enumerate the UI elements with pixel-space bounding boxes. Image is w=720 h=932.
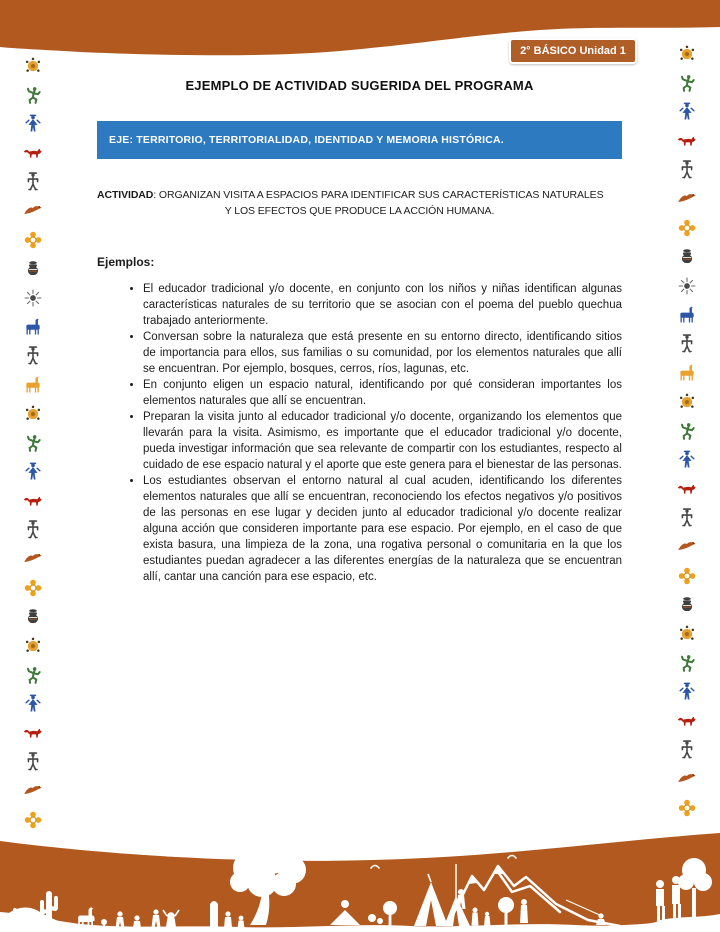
flower-icon xyxy=(677,218,697,238)
green-figure-icon xyxy=(23,85,43,105)
example-bullet: • Preparan la visita junto al educador tradicional y/o docente, organizando los elementos que llevarán para la visita. Asimismo, es importante que el educador tradicional y/o docente, pueda investigar información que sea relevante de compartir con los estudiantes, respecto al cuidado de ese espacio natural y el aporte que este genera para el bienestar de las personas. xyxy=(143,409,622,473)
condor-icon xyxy=(677,537,697,557)
person-icon xyxy=(23,346,43,366)
footer-illustration xyxy=(0,830,720,932)
activity-label: ACTIVIDAD xyxy=(97,189,154,201)
condor-icon xyxy=(23,549,43,569)
pot-icon xyxy=(23,607,43,627)
person-icon xyxy=(23,752,43,772)
pot-icon xyxy=(677,595,697,615)
turtle-icon xyxy=(23,636,43,656)
turtle-icon xyxy=(677,392,697,412)
fox-icon xyxy=(677,131,697,151)
person-icon xyxy=(677,740,697,760)
turtle-icon xyxy=(23,56,43,76)
green-figure-icon xyxy=(23,433,43,453)
pot-icon xyxy=(23,259,43,279)
flower-icon xyxy=(23,578,43,598)
fox-icon xyxy=(23,143,43,163)
examples-list xyxy=(97,281,622,585)
right-icon-column xyxy=(674,44,700,818)
green-figure-icon xyxy=(677,421,697,441)
flower-icon xyxy=(23,230,43,250)
pot-icon xyxy=(677,247,697,267)
unit-badge: 2° BÁSICO Unidad 1 xyxy=(509,38,637,64)
condor-icon xyxy=(677,769,697,789)
fox-icon xyxy=(23,723,43,743)
turtle-icon xyxy=(23,404,43,424)
fox-icon xyxy=(677,711,697,731)
condor-icon xyxy=(23,201,43,221)
example-bullet: • En conjunto eligen un espacio natural, identificando por qué consideran importantes los elementos naturales que allí se encuentran. xyxy=(143,377,622,409)
flower-icon xyxy=(677,798,697,818)
activity-statement xyxy=(97,187,622,219)
activity-line1: : ORGANIZAN VISITA A ESPACIOS PARA IDENTIFICAR SUS CARACTERÍSTICAS NATURALES xyxy=(153,189,604,201)
llama-orange-icon xyxy=(677,363,697,383)
eje-banner xyxy=(97,121,622,159)
examples-label: Ejemplos: xyxy=(97,255,155,269)
flower-icon xyxy=(23,810,43,830)
activity-line2: Y LOS EFECTOS QUE PRODUCE LA ACCIÓN HUMANA. xyxy=(224,205,495,217)
turtle-icon xyxy=(677,44,697,64)
condor-icon xyxy=(23,781,43,801)
eje-banner-label: EJE: TERRITORIO, TERRITORIALIDAD, IDENTIDAD Y MEMORIA HISTÓRICA. xyxy=(109,134,504,146)
fox-icon xyxy=(23,491,43,511)
green-figure-icon xyxy=(677,73,697,93)
flower-icon xyxy=(677,566,697,586)
llama-blue-icon xyxy=(23,317,43,337)
person-icon xyxy=(677,508,697,528)
blue-figure-icon xyxy=(23,694,43,714)
example-bullet: • El educador tradicional y/o docente, en conjunto con los niños y niñas identifican algunas características naturales de su territorio que se asocian con el poema del pueblo quechua trabajado anteriormente. xyxy=(143,281,622,329)
llama-blue-icon xyxy=(677,305,697,325)
blue-figure-icon xyxy=(677,682,697,702)
blue-figure-icon xyxy=(23,114,43,134)
blue-figure-icon xyxy=(23,462,43,482)
condor-icon xyxy=(677,189,697,209)
example-bullet: • Los estudiantes observan el entorno natural al cual acuden, identificando los diferentes elementos naturales que allí se encuentran, reconociendo los efectos negativos y/o positivos de las personas en ese lugar y deciden junto al educador tradicional y/o docente realizar alguna acción que consideren importante para ese espacio. Por ejemplo, en el caso de que exista basura, una limpieza de la zona, una rogativa personal o comunitaria en la que los estudiantes puedan agradecer a las diferentes energías de la naturaleza que se encuentran allí, cantar una canción para ese espacio, etc. xyxy=(143,473,622,585)
left-icon-column xyxy=(20,56,46,830)
content-area xyxy=(97,78,622,585)
example-bullet: • Conversan sobre la naturaleza que está presente en su entorno directo, identificando sitios de importancia para ellos, sus familias o su comunidad, por los elementos naturales que allí se encuentran. Por ejemplo, bosques, cerros, ríos, lagunas, etc. xyxy=(143,329,622,377)
page-title: EJEMPLO DE ACTIVIDAD SUGERIDA DEL PROGRAMA xyxy=(185,78,534,93)
person-icon xyxy=(23,172,43,192)
sun-icon xyxy=(23,288,43,308)
turtle-icon xyxy=(677,624,697,644)
blue-figure-icon xyxy=(677,450,697,470)
person-icon xyxy=(677,160,697,180)
green-figure-icon xyxy=(677,653,697,673)
sun-icon xyxy=(677,276,697,296)
person-icon xyxy=(677,334,697,354)
fox-icon xyxy=(677,479,697,499)
green-figure-icon xyxy=(23,665,43,685)
person-icon xyxy=(23,520,43,540)
blue-figure-icon xyxy=(677,102,697,122)
llama-orange-icon xyxy=(23,375,43,395)
